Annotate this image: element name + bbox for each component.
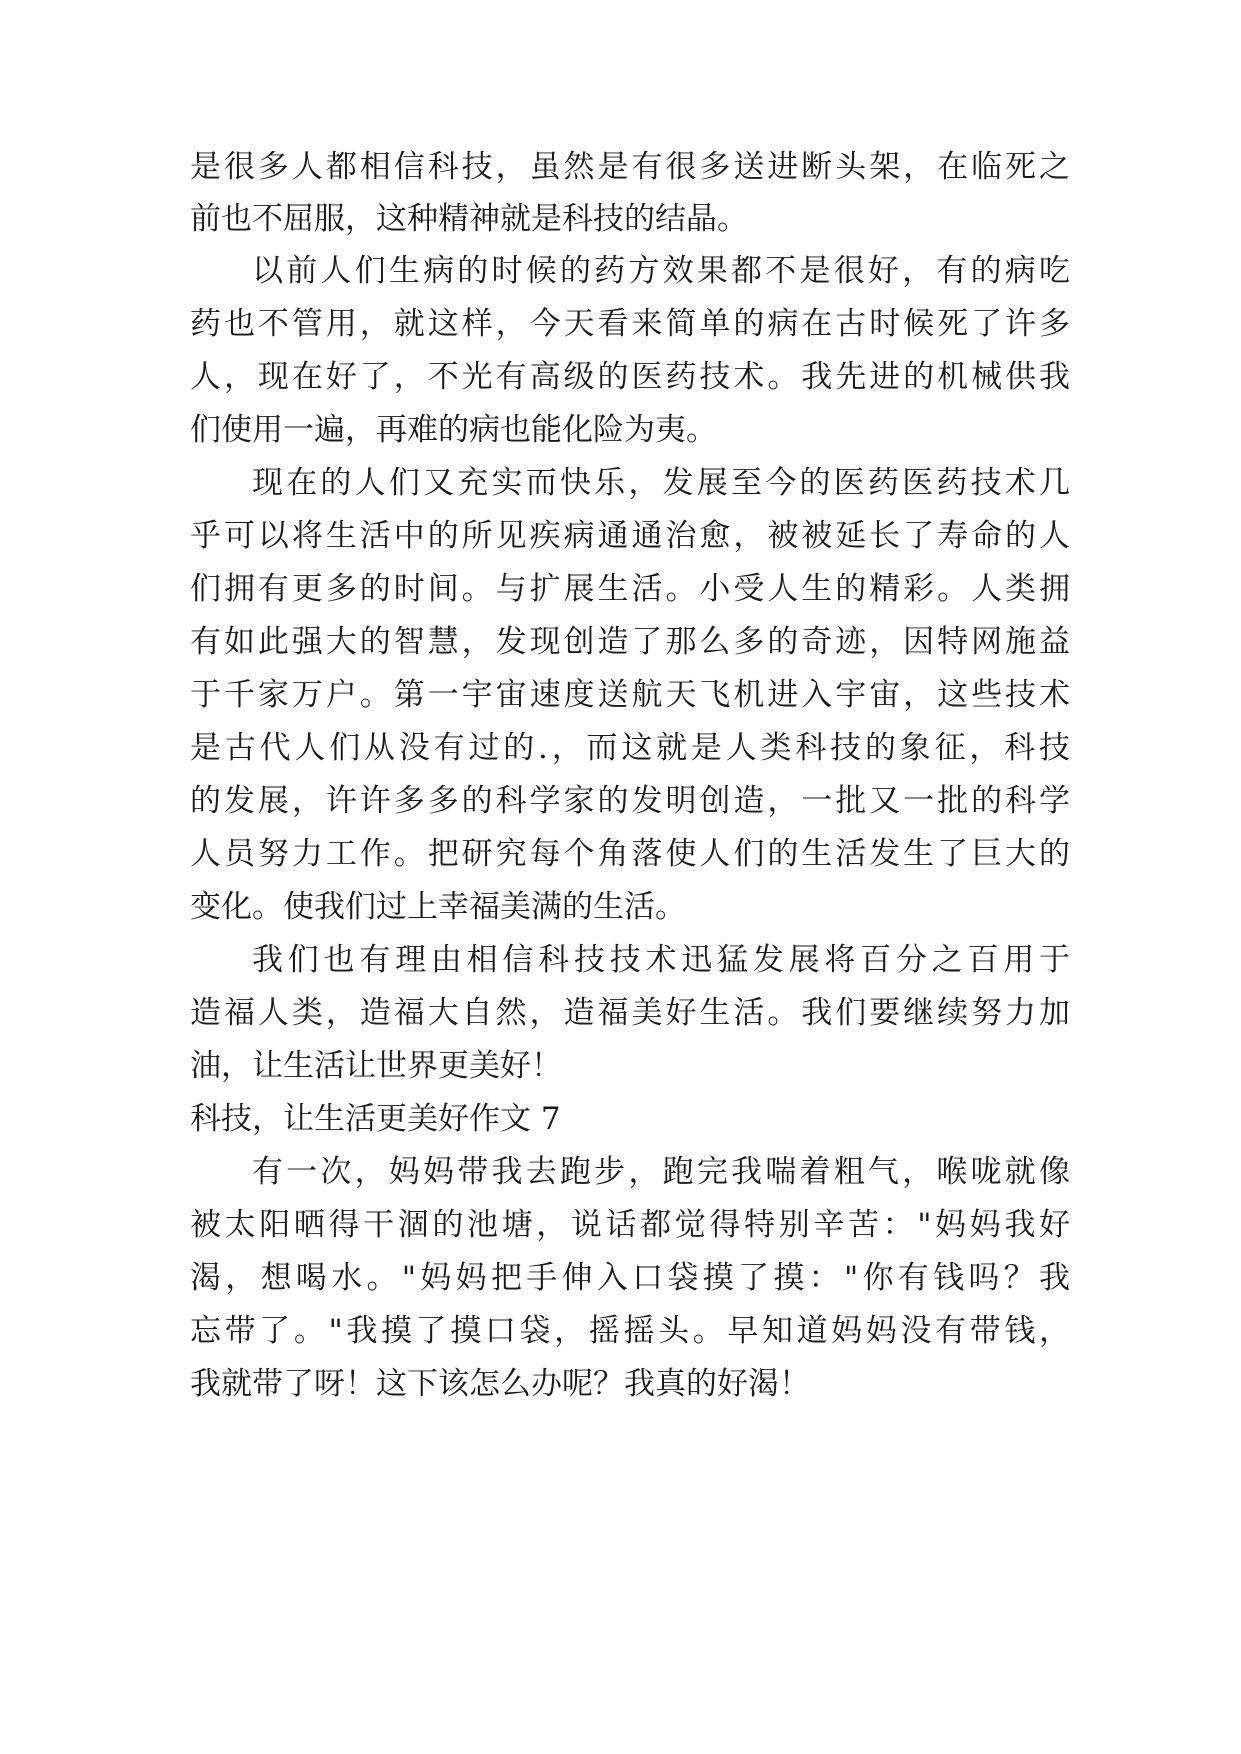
text-line: 们使用一遍，再难的病也能化险为夷。 — [190, 412, 717, 448]
text-line: 有一次，妈妈带我去跑步，跑完我喘着粗气，喉咙就像 — [252, 1154, 1070, 1190]
text-line: 是古代人们从没有过的.，而这就是人类科技的象征，科技 — [190, 730, 1070, 766]
text-line: 乎可以将生活中的所见疾病通通治愈，被被延长了寿命的人 — [190, 518, 1070, 554]
section-title: 科技，让生活更美好作文 7 — [190, 1101, 561, 1137]
text-line: 我们也有理由相信科技技术迅猛发展将百分之百用于 — [252, 942, 1070, 978]
text-line: 渴，想喝水。"妈妈把手伸入口袋摸了摸："你有钱吗？我 — [190, 1260, 1070, 1296]
text-line: 的发展，许许多多的科学家的发明创造，一批又一批的科学 — [190, 783, 1070, 819]
text-line: 前也不屈服，这种精神就是科技的结晶。 — [190, 201, 748, 237]
text-line: 人员努力工作。把研究每个角落使人们的生活发生了巨大的 — [190, 836, 1070, 872]
text-line: 于千家万户。第一宇宙速度送航天飞机进入宇宙，这些技术 — [190, 677, 1070, 713]
text-line: 以前人们生病的时候的药方效果都不是很好，有的病吃 — [252, 253, 1070, 289]
text-line: 变化。使我们过上幸福美满的生活。 — [190, 889, 686, 925]
text-line: 造福人类，造福大自然，造福美好生活。我们要继续努力加 — [190, 995, 1070, 1031]
text-line: 现在的人们又充实而快乐，发展至今的医药医药技术几 — [252, 465, 1070, 501]
text-line: 有如此强大的智慧，发现创造了那么多的奇迹，因特网施益 — [190, 624, 1070, 660]
text-line: 我就带了呀！这下该怎么办呢？我真的好渴！ — [190, 1366, 810, 1402]
text-line: 药也不管用，就这样，今天看来简单的病在古时候死了许多 — [190, 306, 1070, 342]
text-line: 油，让生活让世界更美好！ — [190, 1048, 562, 1084]
text-line: 被太阳晒得干涸的池塘，说话都觉得特别辛苦："妈妈我好 — [190, 1207, 1070, 1243]
text-line: 是很多人都相信科技，虽然是有很多送进断头架，在临死之 — [190, 149, 1070, 185]
text-line: 们拥有更多的时间。与扩展生活。小受人生的精彩。人类拥 — [190, 571, 1070, 607]
text-line: 人，现在好了，不光有高级的医药技术。我先进的机械供我 — [190, 359, 1070, 395]
text-line: 忘带了。"我摸了摸口袋，摇摇头。早知道妈妈没有带钱， — [190, 1313, 1070, 1349]
